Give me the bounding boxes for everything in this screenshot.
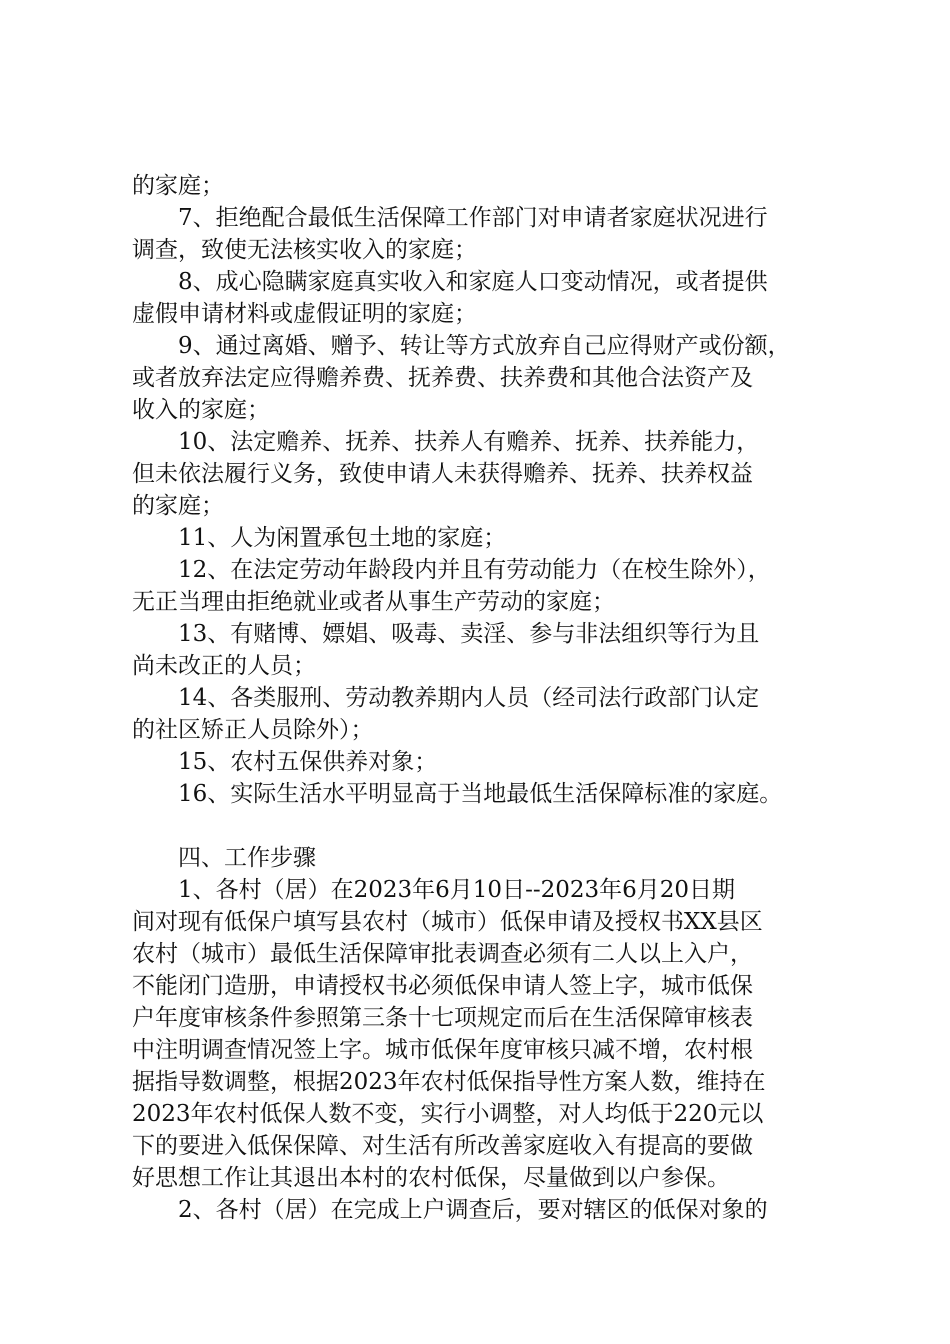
list-item [132, 554, 844, 618]
text-line: 但未依法履行义务，致使申请人未获得赡养、抚养、扶养权益 [132, 461, 753, 487]
list-item [132, 266, 844, 330]
text-line: 9、通过离婚、赠予、转让等方式放弃自己应得财产或份额， [178, 333, 791, 359]
text-line: 8、成心隐瞒家庭真实收入和家庭人口变动情况，或者提供 [178, 269, 768, 295]
text-line: 7、拒绝配合最低生活保障工作部门对申请者家庭状况进行 [178, 205, 768, 231]
text-line: 好思想工作让其退出本村的农村低保，尽量做到以户参保。 [132, 1165, 730, 1191]
step-paragraph [132, 874, 844, 1194]
list-item [132, 330, 844, 426]
text-line: 15、农村五保供养对象； [178, 749, 438, 775]
text-line: 的家庭； [132, 173, 224, 199]
text-line: 中注明调查情况签上字。城市低保年度审核只减不增，农村根 [132, 1037, 753, 1063]
text-line: 间对现有低保户填写县农村（城市）低保申请及授权书XX县区 [132, 909, 763, 935]
text-line: 尚未改正的人员； [132, 653, 316, 679]
text-line: 14、各类服刑、劳动教养期内人员（经司法行政部门认定 [178, 685, 760, 711]
text-line: 虚假申请材料或虚假证明的家庭； [132, 301, 477, 327]
text-line: 13、有赌博、嫖娼、吸毒、卖淫、参与非法组织等行为且 [178, 621, 760, 647]
text-line: 据指导数调整，根据2023年农村低保指导性方案人数，维持在 [132, 1069, 766, 1095]
list-item [132, 778, 844, 810]
text-line: 2023年农村低保人数不变，实行小调整，对人均低于220元以 [132, 1101, 764, 1127]
section-heading [132, 842, 844, 874]
blank-line [132, 810, 844, 842]
text-line: 10、法定赡养、抚养、扶养人有赡养、抚养、扶养能力， [178, 429, 760, 455]
text-line: 调查，致使无法核实收入的家庭； [132, 237, 477, 263]
text-line: 或者放弃法定应得赡养费、抚养费、扶养费和其他合法资产及 [132, 365, 753, 391]
text-line: 1、各村（居）在2023年6月10日--2023年6月20日期 [178, 877, 736, 903]
lead-fragment [132, 170, 844, 202]
list-item [132, 522, 844, 554]
list-item [132, 618, 844, 682]
list-item [132, 682, 844, 746]
text-line: 无正当理由拒绝就业或者从事生产劳动的家庭； [132, 589, 615, 615]
text-line: 11、人为闲置承包土地的家庭； [178, 525, 507, 551]
text-line: 收入的家庭； [132, 397, 270, 423]
document-body [132, 170, 844, 1226]
text-line: 农村（城市）最低生活保障审批表调查必须有二人以上入户， [132, 941, 753, 967]
list-item [132, 746, 844, 778]
text-line: 不能闭门造册，申请授权书必须低保申请人签上字，城市低保 [132, 973, 753, 999]
text-line: 的社区矫正人员除外）； [132, 717, 374, 743]
text-line: 2、各村（居）在完成上户调查后，要对辖区的低保对象的 [178, 1197, 768, 1223]
text-line: 12、在法定劳动年龄段内并且有劳动能力（在校生除外）， [178, 557, 771, 583]
section-title: 四、工作步骤 [178, 845, 316, 871]
text-line: 16、实际生活水平明显高于当地最低生活保障标准的家庭。 [178, 781, 783, 807]
text-line: 的家庭； [132, 493, 224, 519]
text-line: 下的要进入低保保障、对生活有所改善家庭收入有提高的要做 [132, 1133, 753, 1159]
list-item [132, 426, 844, 522]
text-line: 户年度审核条件参照第三条十七项规定而后在生活保障审核表 [132, 1005, 753, 1031]
list-item [132, 202, 844, 266]
step-paragraph [132, 1194, 844, 1226]
